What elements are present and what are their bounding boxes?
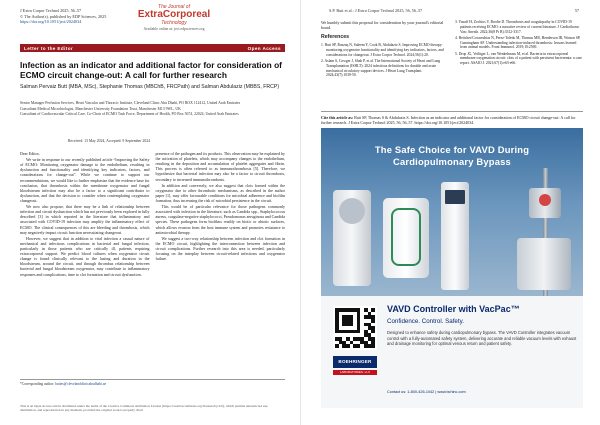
affiliation-item: Consultant Medical Microbiologist, Manchester University Foundation Trust, Manchester M13 9WL, UK — [20, 106, 181, 111]
ad-tagline: Confidence. Control. Safety. — [387, 318, 464, 325]
ad-headline-line-2: Cardiopulmonary Bypass — [393, 156, 511, 168]
reference-item: 2. Aslam S, Cowger J, Shah P, et al. The International Society of Heart and Lung Transplantation (ISHLT): 2024 infectious definitions for durable and acute mechanical circulatory support devices. J Heart Lung Transplant. 2024;43(7):1039-50. — [321, 58, 441, 78]
copyright-line: © The Author(s), published by EDP Sciences, 2025 — [20, 13, 107, 19]
advertisement[interactable] — [321, 128, 583, 408]
footnote-label: *Corresponding author: — [20, 382, 55, 386]
body-column-left — [20, 151, 150, 278]
reference-item: 3. Yusuff H, Zochios V, Brodie D. Thrombosis and coagulopathy in COVID-19 patients receiving ECMO: a narrative review of current literature. J Cardiothorac Vasc Anesth. 2022;36(8 Pt B):3312-3317. — [455, 20, 580, 34]
doi-link[interactable]: https://doi.org/10.1051/ject/2024034 — [20, 19, 82, 25]
logo-prefix: The Journal of — [158, 4, 190, 10]
qr-code[interactable] — [333, 306, 377, 350]
affiliation-item: Consultant of Cardiovascular Critical Care, Co-Chair of ECMO Task Force, Department of Health, PO Box 5674, 22024, United Arab Emirates — [20, 112, 239, 117]
paragraph: However, we suggest that in addition to vital infection a causal nature of mechanical and infectious complications in bacterial and fungal infection, particularly in those patients who are critically ill, patients requiring extracorporeal support. We predict blood cultures when oxygenator circuit change is found clinically relevant to the lasting and duration in the bloodstream, around the circuit, and through thrombus relationship between bacterial and fungal bloodstream oxygenator, may contribute to inflammatory responses and complications, time to clot formation and circuit dysfunction. — [20, 235, 150, 277]
article-title: Infection as an indicator and additional factor for consideration of ECMO circuit change-out: A call for further research — [20, 60, 282, 81]
article-page-right — [300, 0, 600, 425]
reference-item: 5. Drop JG, Vetlitger L, van Wenkelmans M, et al. Bacteria in extracorporeal membrane oxygenation circuit: clots of a patient with persistent bacteremia: a case report. ASAIO J. 2021;67(1):e63-e66. — [455, 51, 582, 66]
body-column-right — [156, 151, 286, 278]
device-screen — [445, 190, 465, 204]
article-type: Letter to the Editor — [24, 45, 74, 51]
vacpac-canister-device — [383, 198, 429, 278]
running-header — [329, 8, 579, 13]
received-dates: Received: 13 May 2024, Accepted: 9 September 2024 — [68, 139, 151, 143]
paragraph: We suggest a two-way relationship between infection and clot formation in the ECMO circuit, highlighting the interconnection between infection and circuit complications. Further research into this area is needed, particularly focusing on the interplay between circuit-related infections and oxygenator failure. — [155, 235, 285, 262]
ad-product-name: VAVD Controller with VacPac™ — [387, 304, 520, 314]
journal-logo — [128, 4, 220, 31]
red-knob-icon — [539, 194, 551, 206]
page-number: 57 — [574, 8, 579, 13]
article-type-band — [20, 44, 285, 52]
paragraph: In addition and conversely, we also suggest that clots formed within the oxygenator due to other thrombotic mechanisms, as described in the author paper [1], may offer favourable conditions for microbial adherence and biofilm formation, thus increasing the risk of microbial persistence in the circuit. — [155, 182, 285, 203]
cite-label: Cite this article as: — [321, 115, 354, 120]
vacuum-regulator-device — [333, 190, 371, 286]
references-heading: References — [321, 34, 349, 41]
reference-columns — [321, 20, 583, 80]
paragraph: This would be of particular relevance for those pathogens commonly associated with infection in the literature, such as Candida spp., Staphylococcus aureus, coagulase-negative staphylococci, Pseudomonas aeruginosa and Candida species. These pathogens form biofilms readily on biotic or abiotic surfaces, which allows evasion from the host immune system and promotes resistance to antimicrobial therapy. — [155, 204, 286, 235]
cite-this-article — [321, 111, 583, 129]
ad-contact-line[interactable]: Contact us: 1-800-426-1042 | www.bchinc.com — [387, 390, 466, 394]
affiliation-item: Senior Manager Perfusion Services, Heart Vascular and Thoracic Institute, Cleveland Clinic Abu Dhabi, PO BOX 112412, United Arab Emirates — [20, 101, 241, 105]
logo-suffix: Technology — [161, 20, 187, 27]
vavd-controller-device — [441, 182, 469, 290]
author-email-link[interactable]: buttes@clevelandclinicabudhabi.ae — [55, 382, 107, 386]
reference-item: 4. Bettcher/Covarrubias N, Perez-Toledo M, Thomas MR, Henderson IR, Watson SP, Cunningham AF. Understanding infection-induced thrombosis: lessons learned from animal models. Front Immunol. 2019;10:2569. — [455, 35, 581, 50]
paragraph: presence of the pathogen and its products. This observation may be explained by the activation of platelets, which may accompany changes to the endothelium, resulting in the deposition and accumulation of platelet aggregates and fibrin. This process is often referred to as immunothrombosis [5]. Therefore, we hypothesize that bacterial infection may also be a factor to circuit thrombosis, secondary to increased immunothrombosis. — [155, 151, 285, 182]
reference-item: 1. Butt SP, Razzaq N, Saleem Y, Cook B, Abdulaziz S. Improving ECMO therapy: monitoring oxygenator functionality and identifying key indicators, factors, and considerations for changeout. J Extra Corpor Technol. 2024;56(1):20. — [321, 43, 444, 57]
license-statement: This is an Open Access article distributed under the terms of the Creative Commons Attribution License (https://creativecommons.org/licenses/by/4.0), which permits unrestricted use, distribution, and reproduction in any medium, provided the original work is properly cited. — [20, 404, 269, 413]
paragraph: We now also propose, that there may be a link of relationship between infection and circuit dysfunction which has not previously been explored in fully described [3] in which reported in the literature that inflammatory and associated with COVID-19 infection may amplify the inflammatory effect of ECMO. The clinical consequences of this are bleeding and thrombosis, which may negatively impact circuit function necessitating changeout. — [20, 204, 150, 235]
logo-site: Available online at: ject.edpsciences.org — [143, 26, 205, 31]
running-title: S.P. Butt et al.: J Extra Corpor Technol 2025, 56, 56–57 — [329, 8, 423, 13]
corresponding-author-note — [20, 379, 285, 387]
pole-clamp-device — [529, 188, 561, 218]
brand-logo: BOEHRINGER — [333, 356, 377, 368]
journal-meta — [20, 8, 110, 25]
ad-headline-line-1: The Safe Choice for VAVD During — [374, 144, 530, 155]
reference-column-left — [321, 20, 448, 80]
closing-paragraph: We humbly submit this proposal for consideration by your journal's editorial board. — [321, 20, 444, 31]
ad-headline — [321, 144, 583, 168]
cite-text: Butt SP, Thomas S & Abdulaziz S. Infection as an indicator and additional factor for consideration of ECMO circuit change-out: A call for further research. J Extra Corpor Technol 2025, 56, 56–57. https://doi.org/10.1051/ject/2024034. — [321, 115, 576, 126]
paragraph: Dear Editor, — [20, 151, 40, 156]
journal-citation: J Extra Corpor Technol 2025, 56–57 — [20, 8, 82, 13]
affiliations — [20, 101, 285, 118]
controller-mount-device — [517, 238, 571, 290]
ad-product-photo — [321, 128, 583, 296]
logo-name: ExtraCorporeal — [137, 9, 211, 21]
reference-column-right — [455, 20, 582, 80]
ad-body-copy: Designed to enhance safety during cardiopulmonary bypass. The VAVD Controller integrates vacuum control with a fully-automated safety system, delivering accurate and reliable vacuum levels with exhaust and drainage monitoring for optimal venous return and patient safety. — [387, 330, 577, 347]
open-access-label: Open Access — [247, 45, 281, 51]
brand-tagline: LABORATORIES, LLC — [333, 370, 377, 375]
paragraph: We write in response to our recently published article “Improving the Safety of ECMO: Monitoring oxygenator damage to the endothelium, resulting in dysfunction and functionality and identifying key indicators, factors, and considerations for change-out”. While we continue to support our recommendations, we would like to further emphasize that the evidence base for conclusion, that thrombosis within the membrane oxygenator and fungal bloodstream infection may also be a factor to a significant contributor to dysfunction, and that the decision to consider when contemplating oxygenator changeout. — [20, 157, 150, 203]
author-list: Salman Pervaiz Butt (MBA, MSc), Stephanie Thomas (MBChB, FRCPath) and Salman Abdulaziz (MBBS, FRCP) — [20, 84, 280, 90]
body-columns — [20, 151, 285, 278]
